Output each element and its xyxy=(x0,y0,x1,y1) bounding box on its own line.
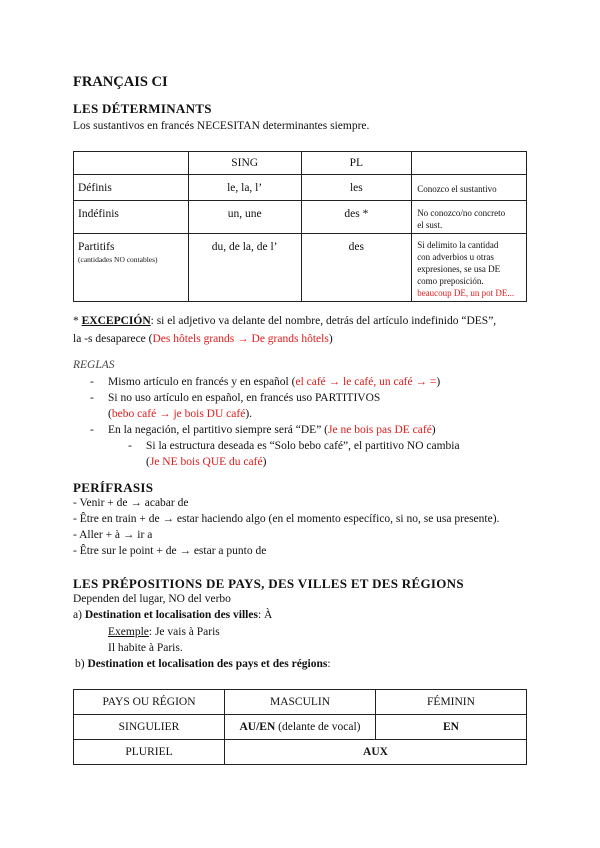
reglas-dash: - xyxy=(90,392,94,404)
row-note: Si delimito la cantidad con adverbios u otras expresiones, se usa DE como preposición. beaucoup DE, un pot DE... xyxy=(412,234,527,302)
row-label: Indéfinis xyxy=(74,201,189,234)
determinants-intro: Los sustantivos en francés NECESITAN determinantes siempre. xyxy=(73,120,370,132)
row-sing: un, une xyxy=(188,201,301,234)
row-pl: des xyxy=(301,234,412,302)
row-sing: le, la, l’ xyxy=(188,175,301,201)
periphrasis-heading: PERÍFRASIS xyxy=(73,480,154,495)
prep-row-fem: EN xyxy=(376,715,527,740)
prepositions-heading: LES PRÉPOSITIONS DE PAYS, DES VILLES ET DES RÉGIONS xyxy=(73,576,464,591)
page-title: FRANÇAIS CI xyxy=(73,74,168,90)
table-row xyxy=(74,175,527,201)
periphrasis-line: - Venir + de → acabar de xyxy=(73,497,189,509)
reglas-item-cont: (bebo café → je bois DU café). xyxy=(108,408,253,420)
prep-row-plural-value: AUX xyxy=(225,740,527,765)
row-label: Partitifs (cantidades NO contables) xyxy=(74,234,189,302)
reglas-dash: - xyxy=(90,424,94,436)
prep-header-region: PAYS OU RÉGION xyxy=(74,690,225,715)
periphrasis-line: - Être en train + de → estar haciendo algo (en el momento específico, si no, se usa presente). xyxy=(73,513,500,525)
row-label: Définis xyxy=(74,175,189,201)
prep-row-label: PLURIEL xyxy=(74,740,225,765)
table-header-pl: PL xyxy=(301,152,412,175)
table-row xyxy=(74,234,527,302)
prep-header-fem: FÉMININ xyxy=(376,690,527,715)
exception-line: * EXCEPCIÓN: si el adjetivo va delante del nombre, detrás del artículo indefinido “DES”, xyxy=(73,315,497,327)
exception-line-2: la -s desaparece (Des hôtels grands → De grands hôtels) xyxy=(73,333,333,345)
row-note: No conozco/no concreto el sust. xyxy=(412,201,527,234)
reglas-item: En la negación, el partitivo siempre será “DE” (Je ne bois pas DE café) xyxy=(108,424,436,436)
exception-label: EXCEPCIÓN xyxy=(81,315,151,327)
prepositions-example-2: Il habite à Paris. xyxy=(108,642,183,654)
periphrasis-line: - Aller + à → ir a xyxy=(73,529,153,541)
row-sing: du, de la, de l’ xyxy=(188,234,301,302)
determinants-heading: LES DÉTERMINANTS xyxy=(73,101,212,116)
prep-header-masc: MASCULIN xyxy=(225,690,376,715)
prepositions-table xyxy=(73,689,527,765)
determinants-table xyxy=(73,151,527,302)
reglas-item: Si no uso artículo en español, en francés uso PARTITIVOS xyxy=(108,392,381,404)
reglas-subdash: - xyxy=(128,440,132,452)
row-pl: des * xyxy=(301,201,412,234)
table-row xyxy=(74,715,527,740)
reglas-subitem: Si la estructura deseada es “Solo bebo café”, el partitivo NO cambia xyxy=(146,440,460,452)
reglas-heading: REGLAS xyxy=(73,359,115,371)
prepositions-example: Exemple: Je vais à Paris xyxy=(108,626,220,638)
row-note: Conozco el sustantivo xyxy=(412,175,527,201)
table-row xyxy=(74,201,527,234)
reglas-item: Mismo artículo en francés y en español (el café → le café, un café → =) xyxy=(108,376,441,388)
table-row xyxy=(74,740,527,765)
table-header-empty xyxy=(74,152,189,175)
reglas-subitem-cont: (Je NE bois QUE du café) xyxy=(146,456,267,468)
prep-row-label: SINGULIER xyxy=(74,715,225,740)
row-pl: les xyxy=(301,175,412,201)
prepositions-intro: Dependen del lugar, NO del verbo xyxy=(73,593,231,605)
periphrasis-line: - Être sur le point + de → estar a punto de xyxy=(73,545,267,557)
prepositions-a: a) Destination et localisation des villes: À xyxy=(73,609,273,621)
prep-row-masc: AU/EN (delante de vocal) xyxy=(225,715,376,740)
table-header-sing: SING xyxy=(188,152,301,175)
reglas-dash: - xyxy=(90,376,94,388)
table-header-note xyxy=(412,152,527,175)
prepositions-b: b) Destination et localisation des pays et des régions: xyxy=(75,658,331,670)
